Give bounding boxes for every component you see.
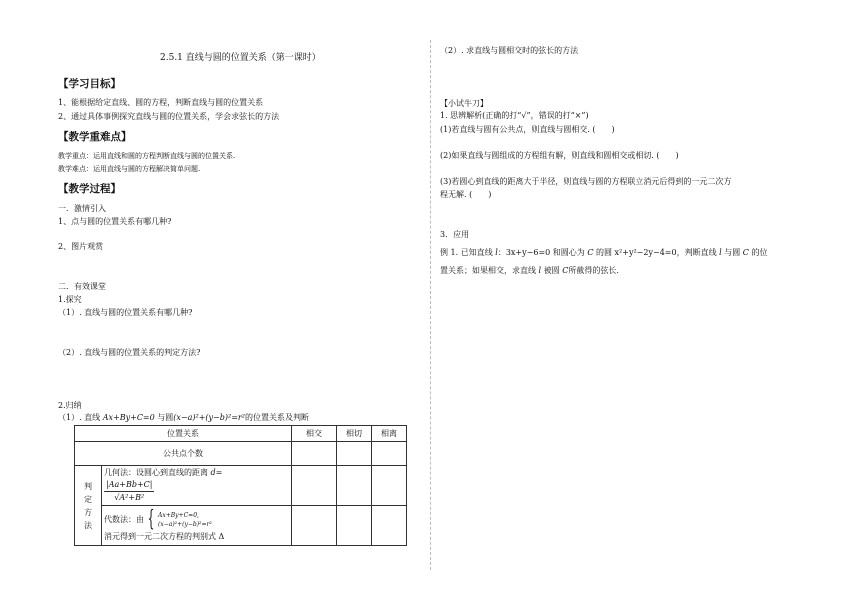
goals-heading: 【学习目标】 <box>58 78 121 90</box>
row-common-points: 公共点个数 <box>75 442 292 466</box>
th-separate: 相离 <box>372 426 407 442</box>
difficult-point: 教学难点：运用直线与圆的方程解决简单问题. <box>58 165 201 173</box>
key-heading: 【教学重难点】 <box>58 131 132 143</box>
process-heading: 【教学过程】 <box>58 183 121 195</box>
tf-item-2: (2)如果直线与圆组成的方程组有解，则直线和圆相交或相切. ( ) <box>440 151 679 160</box>
question-point-circle: 1、点与圆的位置关系有哪几种? <box>58 217 172 226</box>
circle-equation: (x−a)²+(y−b)²=r² <box>173 413 245 422</box>
summary-line-1: （1）. 直线 Ax+By+C=0 与圆(x−a)²+(y−b)²=r²的位置关系及判断 <box>58 413 309 422</box>
line-equation: Ax+By+C=0 <box>102 413 155 422</box>
geometric-method: 几何法：设圆心到直线的距离 d= $\frac{|Aa+Bb+C|}{\text{√A²+B²}}$ <box>102 466 292 506</box>
explore-label: 1.探究 <box>58 295 82 304</box>
true-false-instructions: 1. 思辨解析(正确的打“√”，错误的打“×”) <box>440 111 589 120</box>
section-classroom: 二．有效课堂 <box>58 282 106 291</box>
section-intro: 一．激情引入 <box>58 204 106 213</box>
page-title: 2.5.1 直线与圆的位置关系（第一课时） <box>160 53 321 63</box>
tf-item-3-cont: 程无解. ( ) <box>440 190 492 199</box>
distance-formula: $\frac{|Aa+Bb+C|}{\text{√A²+B²}}$ <box>106 480 153 502</box>
application-label: 3．应用 <box>440 230 470 239</box>
th-tangent: 相切 <box>337 426 372 442</box>
column-divider <box>430 40 431 570</box>
th-relation: 位置关系 <box>75 426 292 442</box>
example-1-line-1: 例 1. 已知直线 l：3x+y−6=0 和圆心为 C 的圆 x²+y²−2y−4=0，判断直线 l 与圆 C 的位 <box>440 248 768 257</box>
algebraic-method: 代数法：由 { Ax+By+C=0, (x−a)²+(y−b)²=r² 消元得到一元二次方程的判别式 Δ <box>102 506 292 546</box>
relation-table <box>74 425 407 546</box>
practice-heading: 【小试牛刀】 <box>440 99 488 108</box>
equation-system: Ax+By+C=0, (x−a)²+(y−b)²=r² <box>158 511 212 528</box>
summary-label: 2.归纳 <box>58 401 82 410</box>
image-viewing: 2、图片观赏 <box>58 242 104 251</box>
chord-length-question: （2）. 求直线与圆相交时的弦长的方法 <box>440 46 579 55</box>
example-1-line-2: 置关系；如果相交，求直线 l 被圆 C所截得的弦长. <box>440 266 619 275</box>
tf-item-1: (1)若直线与圆有公共点，则直线与圆相交. ( ) <box>440 125 615 134</box>
method-label: 判 定 方 法 <box>75 466 102 546</box>
th-intersect: 相交 <box>292 426 337 442</box>
question-judge-method: （2）. 直线与圆的位置关系的判定方法? <box>58 348 201 357</box>
tf-item-3: (3)若圆心到直线的距离大于半径，则直线与圆的方程联立消元后得到的一元二次方 <box>440 177 732 186</box>
question-line-circle: （1）. 直线与圆的位置关系有哪几种? <box>58 308 193 317</box>
goal-1: 1、能根据给定直线、圆的方程，判断直线与圆的位置关系 <box>58 98 264 107</box>
key-point: 教学重点：运用直线和圆的方程判断直线与圆的位置关系. <box>58 152 236 160</box>
brace-icon: { <box>147 506 155 532</box>
goal-2: 2、通过具体事例探究直线与圆的位置关系，学会求弦长的方法 <box>58 112 280 121</box>
